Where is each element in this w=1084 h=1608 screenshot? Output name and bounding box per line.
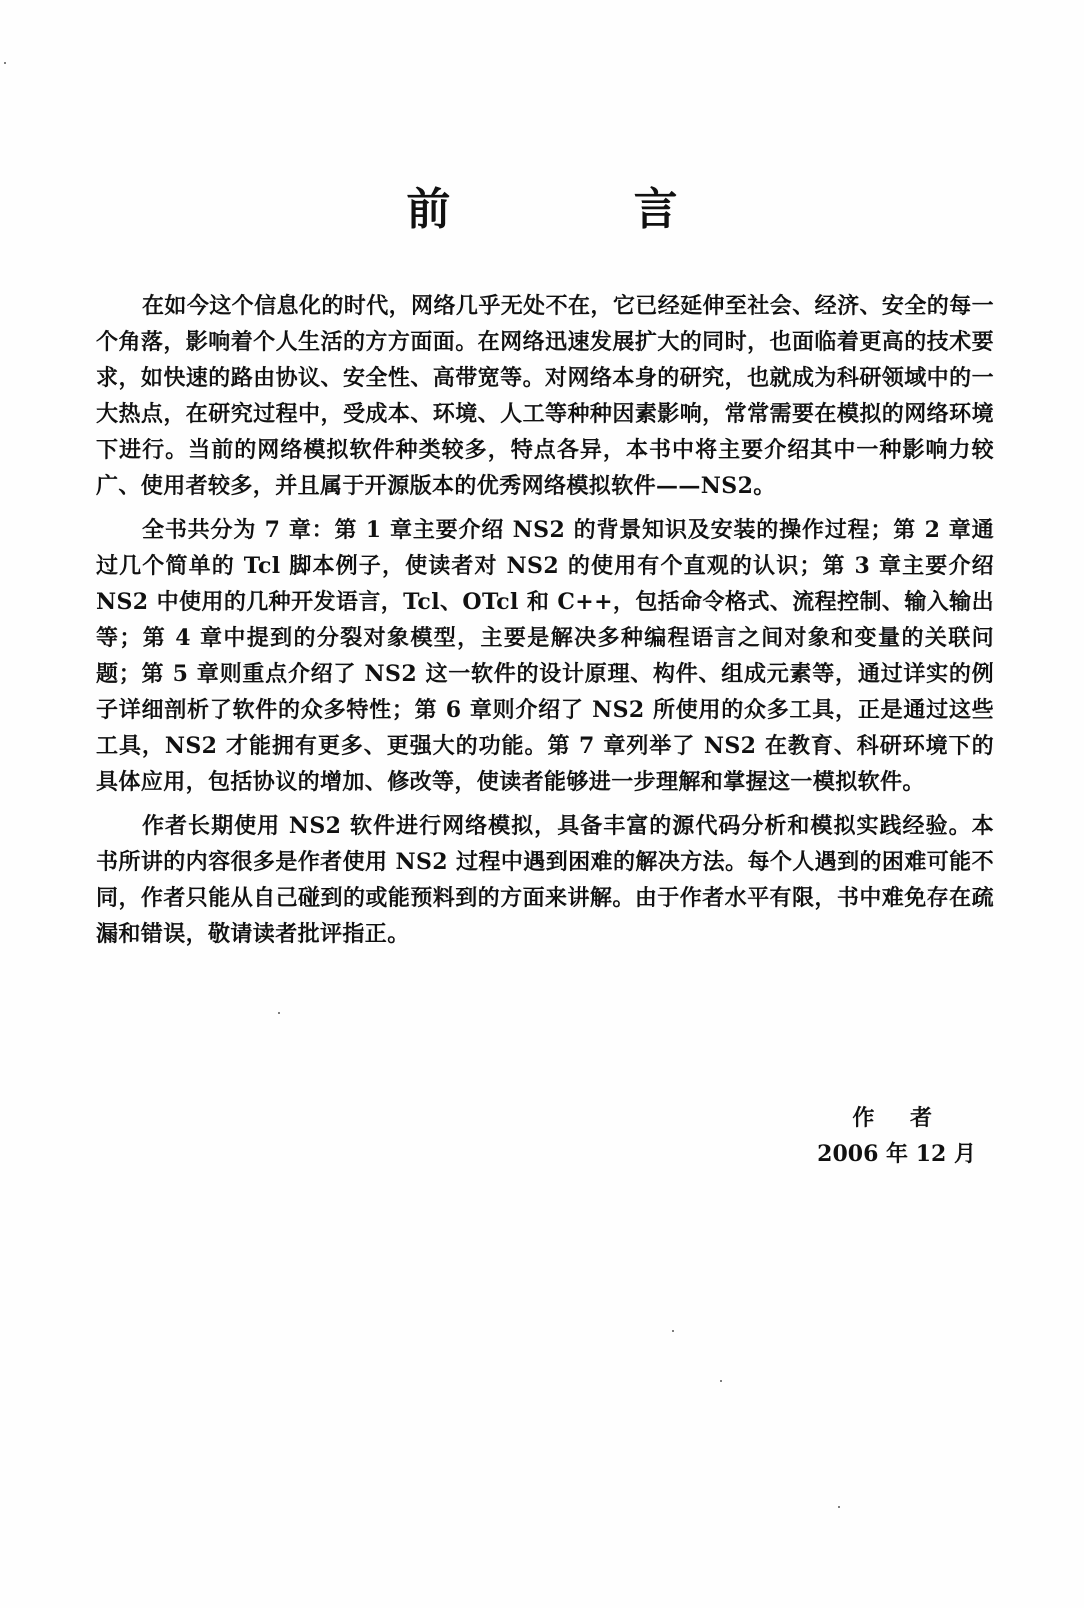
signature-date: 2006 年 12 月 — [817, 1141, 976, 1167]
paragraph-2: 全书共分为 7 章：第 1 章主要介绍 NS2 的背景知识及安装的操作过程；第 2 章通过几个简单的 Tcl 脚本例子，使读者对 NS2 的使用有个直观的认识；第 3 章主要介绍 NS2 中使用的几种开发语言，Tcl、OTcl 和 C++，包括命令格式、流程控制、输入输出等；第 4 章中提到的分裂对象模型，主要是解决多种编程语言之间对象和变量的关联问题；第 5 章则重点介绍了 NS2 这一软件的设计原理、构件、组成元素等，通过详实的例子详细剖析了软件的众多特性；第 6 章则介绍了 NS2 所使用的众多工具，正是通过这些工具，NS2 才能拥有更多、更强大的功能。第 7 章列举了 NS2 在教育、科研环境下的具体应用，包括协议的增加、修改等，使读者能够进一步理解和掌握这一模拟软件。 — [96, 517, 994, 795]
scan-speck — [672, 1330, 674, 1332]
scan-speck — [278, 1012, 280, 1014]
scan-speck — [838, 1506, 840, 1508]
signature-block — [817, 1100, 976, 1172]
page-title: 前 言 — [406, 184, 762, 235]
preface-body — [96, 288, 994, 960]
paragraph-3: 作者长期使用 NS2 软件进行网络模拟，具备丰富的源代码分析和模拟实践经验。本书所讲的内容很多是作者使用 NS2 过程中遇到困难的解决方法。每个人遇到的困难可能不同，作者只能从自己碰到的或能预料到的方面来讲解。由于作者水平有限，书中难免存在疏漏和错误，敬请读者批评指正。 — [96, 813, 994, 947]
scan-speck — [4, 62, 6, 64]
signature-author: 作 者 — [852, 1105, 946, 1131]
paragraph-1: 在如今这个信息化的时代，网络几乎无处不在，它已经延伸至社会、经济、安全的每一个角落，影响着个人生活的方方面面。在网络迅速发展扩大的同时，也面临着更高的技术要求，如快速的路由协议、安全性、高带宽等。对网络本身的研究，也就成为科研领域中的一大热点，在研究过程中，受成本、环境、人工等种种因素影响，常常需要在模拟的网络环境下进行。当前的网络模拟软件种类较多，特点各异，本书中将主要介绍其中一种影响力较广、使用者较多，并且属于开源版本的优秀网络模拟软件——NS2。 — [96, 293, 994, 499]
scan-speck — [720, 1380, 722, 1382]
